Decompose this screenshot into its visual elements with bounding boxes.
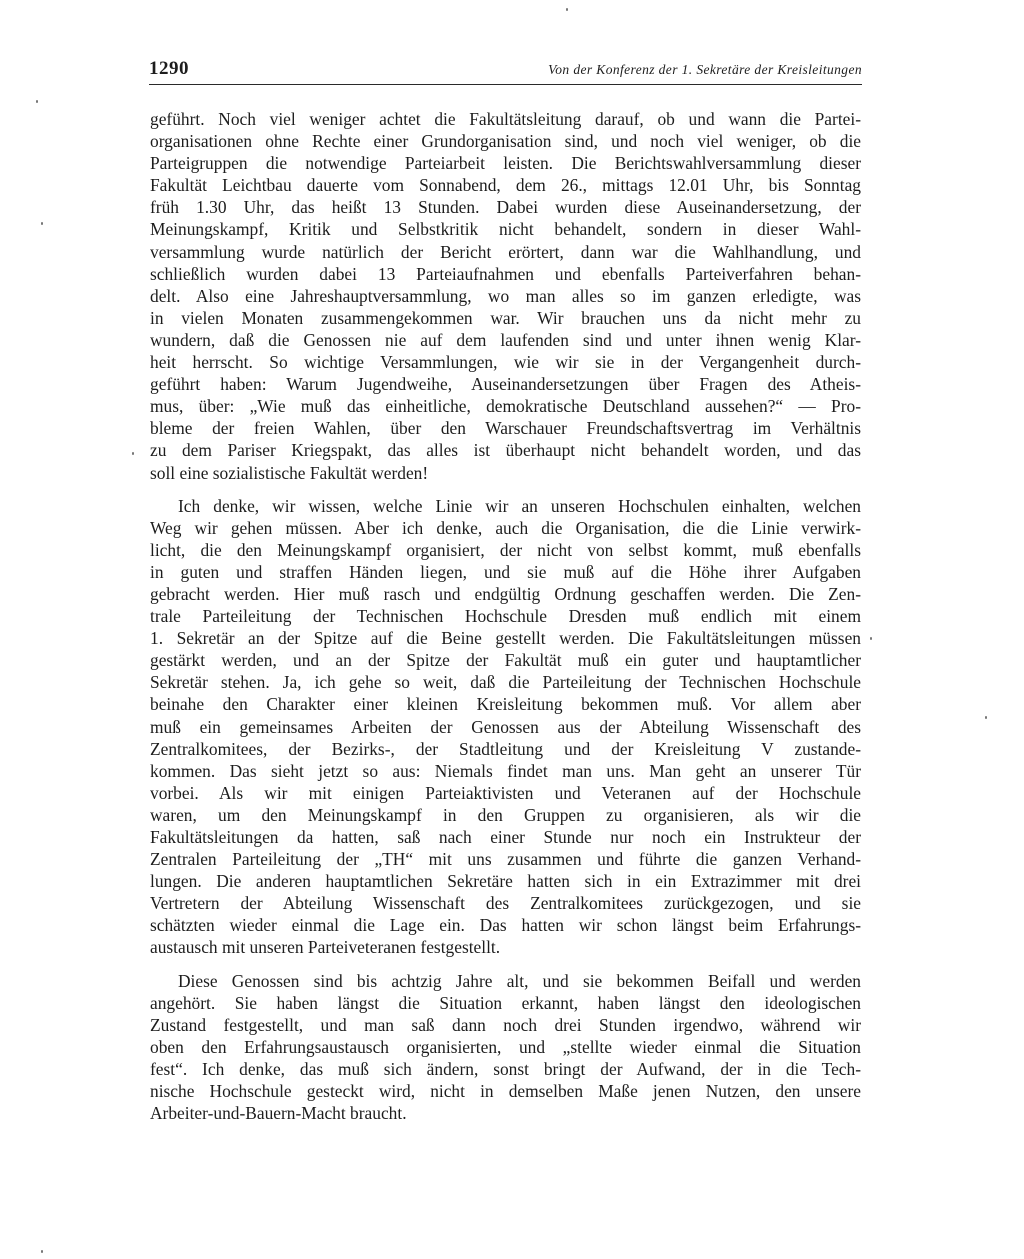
text-line: Sekretär stehen. Ja, ich gehe so weit, daß die Parteileitung der Technischen Hochschule: [150, 672, 861, 693]
text-line: Zustand festgestellt, und man saß dann noch drei Stunden irgendwo, während wir: [150, 1014, 861, 1035]
text-line: delt. Also eine Jahreshauptversammlung, wo man alles so im ganzen erledigte, was: [150, 285, 861, 306]
text-line: versammlung wurde natürlich der Bericht erörtert, dann war die Wahlhandlung, und: [150, 241, 861, 262]
scan-speck: [36, 100, 38, 103]
page-header: [149, 58, 862, 85]
text-line: waren, um den Meinungskampf in den Gruppen zu organisieren, als wir die: [150, 804, 861, 825]
scan-speck: [41, 1250, 43, 1253]
text-line: bleme der freien Wahlen, über den Warschauer Freundschaftsvertrag im Verhältnis: [150, 418, 861, 439]
text-line: in guten und straffen Händen liegen, und sie muß auf die Höhe ihrer Aufgaben: [150, 561, 861, 582]
text-line: geführt. Noch viel weniger achtet die Fakultätsleitung darauf, ob und wann die Partei-: [150, 109, 861, 129]
text-line: heit herrscht. So wichtige Versammlungen, wie wir sie in der Vergangenheit durch-: [150, 352, 861, 373]
text-line: kommen. Das sieht jetzt so aus: Niemals findet man uns. Man geht an unserer Tür: [150, 760, 861, 781]
text-line: Ich denke, wir wissen, welche Linie wir an unseren Hochschulen einhalten, welchen: [178, 495, 861, 516]
text-line: soll eine sozialistische Fakultät werden!: [150, 462, 429, 483]
scan-speck: [870, 637, 872, 640]
text-line: Parteigruppen die notwendige Parteiarbeit leisten. Die Berichtswahlversammlung dieser: [150, 153, 861, 174]
paragraph: [150, 970, 861, 1125]
text-line: Arbeiter-und-Bauern-Macht braucht.: [150, 1103, 407, 1124]
text-line: oben den Erfahrungsaustausch organisierten, und „stellte wieder einmal die Situation: [150, 1036, 861, 1057]
text-line: geführt haben: Warum Jugendweihe, Auseinandersetzungen über Fragen des Atheis-: [150, 374, 861, 395]
text-line: früh 1.30 Uhr, das heißt 13 Stunden. Dabei wurden diese Auseinandersetzung, der: [150, 197, 861, 218]
running-head: Von der Konferenz der 1. Sekretäre der Kreisleitungen: [548, 62, 862, 77]
text-line: fest“. Ich denke, das muß sich ändern, sonst bringt der Aufwand, der in die Tech-: [150, 1058, 861, 1079]
text-line: wundern, daß die Genossen nie auf dem laufenden sind und unter ihnen wenig Klar-: [150, 329, 861, 350]
text-line: Zentralkomitees, der Bezirks-, der Stadtleitung und der Kreisleitung V zustande-: [150, 738, 861, 759]
text-line: lungen. Die anderen hauptamtlichen Sekretäre hatten sich in ein Extrazimmer mit drei: [150, 871, 861, 892]
text-line: in vielen Monaten zusammengekommen war. Wir brauchen uns da nicht mehr zu: [150, 307, 861, 328]
text-line: mus, über: „Wie muß das einheitliche, demokratische Deutschland aussehen?“ — Pro-: [150, 396, 861, 417]
text-line: muß ein gemeinsames Arbeiten der Genossen aus der Abteilung Wissenschaft des: [150, 716, 861, 737]
scan-speck: [985, 716, 987, 719]
page-number: 1290: [149, 58, 189, 79]
text-line: angehört. Sie haben längst die Situation erkannt, haben längst den ideologischen: [150, 992, 861, 1013]
text-line: schätzten wieder einmal die Lage ein. Das hatten wir schon längst beim Erfahrungs-: [150, 915, 861, 936]
text-line: nische Hochschule gesteckt wird, nicht in demselben Maße jenen Nutzen, den unsere: [150, 1081, 861, 1102]
text-line: gestärkt werden, und an der Spitze der Fakultät muß ein guter und hauptamtlicher: [150, 650, 861, 671]
text-line: organisationen ohne Rechte einer Grundorganisation sind, und noch viel weniger, ob die: [150, 131, 861, 152]
text-line: Fakultätsleitungen da hatten, saß nach einer Stunde nur noch ein Instrukteur der: [150, 827, 861, 847]
text-line: Fakultät Leichtbau dauerte vom Sonnabend, dem 26., mittags 12.01 Uhr, bis Sonntag: [150, 175, 861, 196]
scan-speck: [41, 222, 43, 225]
text-line: Vertretern der Abteilung Wissenschaft des Zentralkomitees zurückgezogen, und sie: [150, 893, 861, 914]
text-line: austausch mit unseren Parteiveteranen festgestellt.: [150, 937, 501, 958]
body-text: [150, 108, 861, 1124]
text-line: gebracht werden. Hier muß rasch und endgültig Ordnung geschaffen werden. Die Zen-: [150, 583, 861, 604]
scan-speck: [566, 8, 568, 11]
paragraph: [150, 108, 861, 484]
text-line: zu dem Pariser Kriegspakt, das alles ist überhaupt nicht behandelt worden, und das: [150, 440, 861, 461]
text-line: beinahe den Charakter einer kleinen Kreisleitung bekommen muß. Vor allem aber: [150, 694, 861, 715]
text-line: vorbei. Als wir mit einigen Parteiaktivisten und Veteranen auf der Hochschule: [150, 782, 861, 803]
scan-speck: [132, 452, 134, 455]
text-line: Meinungskampf, Kritik und Selbstkritik nicht behandelt, sondern in dieser Wahl-: [150, 219, 861, 240]
text-line: Weg wir gehen müssen. Aber ich denke, auch die Organisation, die die Linie verwirk-: [150, 517, 861, 538]
paragraph: [150, 495, 861, 959]
text-line: trale Parteileitung der Technischen Hochschule Dresden muß endlich mit einem: [150, 606, 861, 627]
text-line: licht, die den Meinungskampf organisiert, der nicht von selbst kommt, muß ebenfalls: [150, 539, 861, 560]
text-line: 1. Sekretär an der Spitze auf die Beine gestellt werden. Die Fakultätsleitungen müssen: [150, 628, 861, 649]
text-line: Diese Genossen sind bis achtzig Jahre alt, und sie bekommen Beifall und werden: [178, 970, 861, 991]
text-line: schließlich wurden dabei 13 Parteiaufnahmen und ebenfalls Parteiverfahren behan-: [150, 263, 861, 284]
text-line: Zentralen Parteileitung der „TH“ mit uns zusammen und führte die ganzen Verhand-: [150, 849, 861, 870]
